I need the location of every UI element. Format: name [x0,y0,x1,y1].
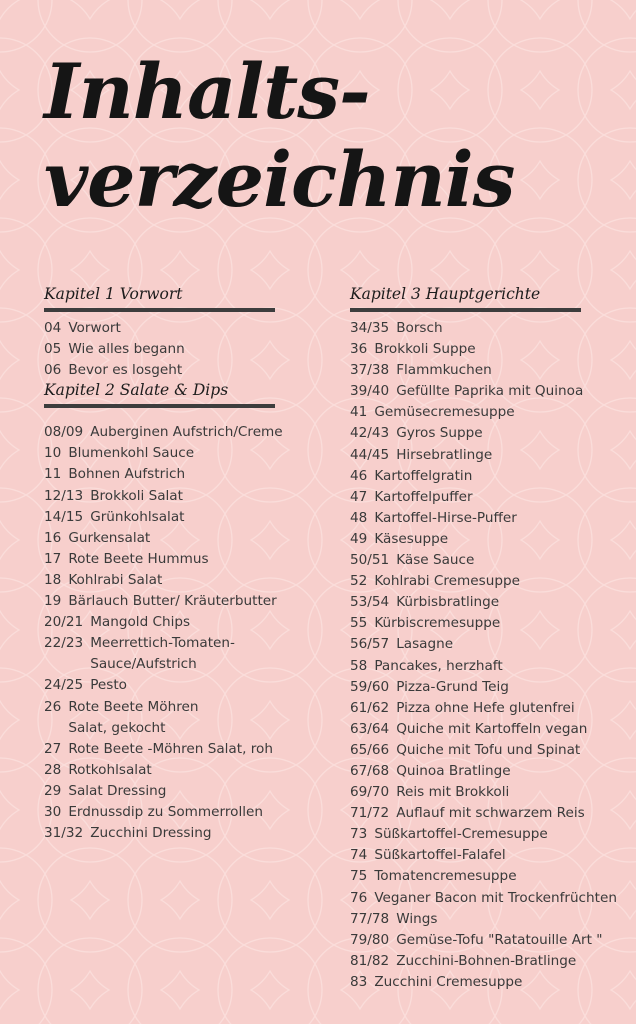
toc-entry-page: 46 [350,467,368,484]
chapter-2-list [44,422,324,844]
toc-entry-page: 04 [44,320,62,336]
toc-entry [44,507,324,528]
toc-entry-title: Reis mit Brokkoli [396,784,510,801]
toc-entry-title: Veganer Bacon mit Trockenfrüchten [374,889,617,906]
toc-entry-page: 31/32 [44,825,84,842]
toc-entry [44,633,324,675]
toc-entry [350,613,635,634]
toc-entry-title: Quinoa Bratlinge [396,762,511,779]
toc-entry [350,360,635,381]
toc-entry-page: 49 [350,530,368,547]
chapter-1-divider [44,308,275,312]
toc-entry-page: 76 [350,889,368,906]
toc-entry-page: 63/64 [350,720,390,737]
toc-entry-page: 55 [350,615,368,632]
toc-entry-page: 29 [44,782,62,799]
toc-entry [350,845,635,866]
toc-entry-title: Pizza ohne Hefe glutenfrei [396,699,575,716]
toc-entry [350,824,635,845]
toc-entry [350,951,635,972]
toc-entry [350,402,635,423]
toc-entry-title: Pancakes, herzhaft [374,657,503,674]
toc-entry [350,445,635,466]
toc-entry-title: Süßkartoffel-Falafel [374,847,506,864]
toc-entry-title: Kürbisbratlinge [396,594,500,611]
chapter-1-section [44,284,324,381]
toc-entry-title: Flammkuchen [396,362,492,379]
toc-entry-page: 18 [44,571,62,588]
toc-entry-title: Käsesuppe [374,530,449,547]
toc-entry [350,318,635,339]
toc-entry-page: 58 [350,657,368,674]
toc-entry [350,803,635,824]
toc-entry-page: 08/09 [44,424,84,441]
toc-entry-page: 83 [350,973,368,990]
toc-entry-page: 56/57 [350,636,390,653]
toc-entry-page: 11 [44,466,62,483]
chapter-1-heading: Kapitel 1 Vorwort [44,285,183,303]
toc-entry-title: Salat Dressing [68,782,167,799]
toc-entry [350,782,635,803]
toc-entry-title: Mangold Chips [90,614,191,631]
toc-entry-page: 19 [44,593,62,610]
toc-entry [44,528,324,549]
toc-entry [350,930,635,951]
toc-entry-title: Wie alles begann [68,341,185,358]
toc-entry-title: Kürbiscremesuppe [374,615,501,632]
toc-entry [44,422,324,443]
toc-entry [44,318,324,339]
toc-entry-page: 77/78 [350,910,390,927]
toc-entry-page: 73 [350,826,368,843]
toc-entry-title: Gemüse-Tofu "Ratatouille Art " [396,931,603,948]
page-title [44,48,514,224]
toc-entry [350,866,635,887]
toc-entry-page: 42/43 [350,425,390,442]
toc-entry-title: Süßkartoffel-Cremesuppe [374,826,548,843]
toc-entry-title: Rotkohlsalat [68,761,152,778]
chapter-2-section [44,380,324,844]
toc-entry-title: Kartoffelpuffer [374,488,473,505]
toc-entry [350,592,635,613]
toc-entry-title: Rote Beete Hummus [68,550,209,567]
toc-entry-page: 20/21 [44,614,84,631]
toc-entry-page: 28 [44,761,62,778]
toc-entry [350,888,635,909]
toc-entry-title: Kohlrabi Salat [68,571,163,588]
toc-entry-page: 50/51 [350,552,390,569]
toc-entry-page: 05 [44,341,62,358]
toc-entry-title: Käse Sauce [396,552,475,569]
toc-entry-title: Zucchini Dressing [90,825,212,842]
toc-entry [350,634,635,655]
toc-entry-title: Gyros Suppe [396,425,483,442]
chapter-1-list [44,318,324,381]
toc-entry [44,781,324,802]
toc-entry [44,360,324,381]
toc-entry [350,423,635,444]
toc-entry-page: 34/35 [350,320,390,336]
toc-entry-page: 06 [44,362,62,379]
toc-entry [350,550,635,571]
toc-entry [350,972,635,993]
toc-entry-page: 27 [44,740,62,757]
toc-entry [350,339,635,360]
toc-entry-page: 41 [350,404,368,421]
toc-entry-page: 48 [350,509,368,526]
toc-entry-title: Quiche mit Kartoffeln vegan [396,720,588,737]
toc-entry [44,464,324,485]
toc-entry [44,612,324,633]
toc-entry-title: Pizza-Grund Teig [396,678,509,695]
chapter-3-section [350,284,635,993]
toc-entry-title: Bohnen Aufstrich [68,466,186,483]
chapter-2-heading: Kapitel 2 Salate & Dips [44,381,229,400]
toc-entry-page: 36 [350,341,368,358]
toc-entry-page: 74 [350,847,368,864]
toc-entry-title: Tomatencremesuppe [374,868,517,885]
toc-entry-page: 81/82 [350,952,390,969]
toc-entry-title: Kartoffel-Hirse-Puffer [374,509,517,526]
toc-entry-title: Erdnussdip zu Sommerrollen [68,803,263,820]
toc-entry-page: 24/25 [44,677,84,694]
toc-entry-page: 61/62 [350,699,390,716]
toc-entry-page: 71/72 [350,805,390,822]
toc-entry-title: Zucchini-Bohnen-Bratlinge [396,952,577,969]
toc-entry-title: Auberginen Aufstrich/Creme [90,424,283,441]
chapter-3-list [350,318,635,993]
toc-entry-page: 53/54 [350,594,390,611]
toc-entry-title: Bärlauch Butter/ Kräuterbutter [68,593,277,610]
chapter-2-divider [44,404,275,408]
toc-entry-page: 30 [44,803,62,820]
toc-entry-page: 37/38 [350,362,390,379]
toc-entry-page: 22/23 [44,635,84,652]
left-column [44,284,324,844]
toc-entry-page: 39/40 [350,383,390,400]
toc-entry-title: Gurkensalat [68,529,151,546]
toc-entry-title: Rote Beete -Möhren Salat, roh [68,740,273,757]
toc-entry [350,381,635,402]
toc-entry [44,760,324,781]
toc-entry-title: Auflauf mit schwarzem Reis [396,805,585,822]
toc-entry [44,549,324,570]
toc-entry-page: 52 [350,573,368,590]
toc-entry [44,675,324,696]
toc-entry-title: Vorwort [68,320,121,336]
chapter-3-divider [350,308,581,312]
toc-entry-title: Meerrettich-Tomaten-Sauce/Aufstrich [90,635,235,673]
toc-entry-title: Zucchini Cremesuppe [374,973,523,990]
toc-entry [44,739,324,760]
toc-entry [350,529,635,550]
title-line-1: Inhalts- [44,47,370,136]
toc-entry-title: Gefüllte Paprika mit Quinoa [396,383,584,400]
chapter-3-heading: Kapitel 3 Hauptgerichte [350,285,541,303]
toc-entry-page: 17 [44,550,62,567]
toc-entry [44,486,324,507]
toc-entry [350,719,635,740]
toc-entry-title: Wings [396,910,438,927]
toc-entry [350,740,635,761]
toc-entry-title: Lasagne [396,636,454,653]
toc-entry-page: 26 [44,698,62,715]
toc-entry-title: Kohlrabi Cremesuppe [374,573,520,590]
toc-entry-page: 12/13 [44,487,84,504]
toc-entry-title: Kartoffelgratin [374,467,473,484]
toc-entry-page: 75 [350,868,368,885]
toc-entry [44,591,324,612]
toc-entry-page: 65/66 [350,741,390,758]
toc-entry-title: Brokkoli Salat [90,487,183,504]
toc-entry [350,677,635,698]
toc-entry-page: 69/70 [350,784,390,801]
toc-entry-title: Rote Beete Möhren Salat, gekocht [68,698,199,736]
toc-entry-page: 59/60 [350,678,390,695]
toc-entry-title: Quiche mit Tofu und Spinat [396,741,581,758]
toc-entry-page: 14/15 [44,508,84,525]
toc-entry [44,823,324,844]
toc-entry [350,761,635,782]
toc-entry [350,656,635,677]
toc-entry-title: Gemüsecremesuppe [374,404,515,421]
right-column [350,284,635,993]
toc-entry-title: Blumenkohl Sauce [68,445,195,462]
toc-entry-title: Brokkoli Suppe [374,341,476,358]
toc-entry [44,443,324,464]
toc-entry [350,698,635,719]
toc-entry-page: 44/45 [350,446,390,463]
toc-entry-title: Hirsebratlinge [396,446,493,463]
toc-entry [350,508,635,529]
toc-entry-title: Pesto [90,677,127,694]
toc-entry-page: 67/68 [350,762,390,779]
title-line-2: verzeichnis [44,135,515,224]
toc-entry-page: 79/80 [350,931,390,948]
toc-entry-page: 16 [44,529,62,546]
toc-entry [350,909,635,930]
toc-entry-title: Grünkohlsalat [90,508,185,525]
toc-entry [44,339,324,360]
toc-entry [350,487,635,508]
toc-entry-title: Bevor es losgeht [68,362,183,379]
toc-entry [350,466,635,487]
toc-entry-page: 10 [44,445,62,462]
toc-entry [44,697,324,739]
toc-entry [44,570,324,591]
toc-entry-title: Borsch [396,320,443,336]
toc-entry [44,802,324,823]
toc-entry [350,571,635,592]
toc-entry-page: 47 [350,488,368,505]
